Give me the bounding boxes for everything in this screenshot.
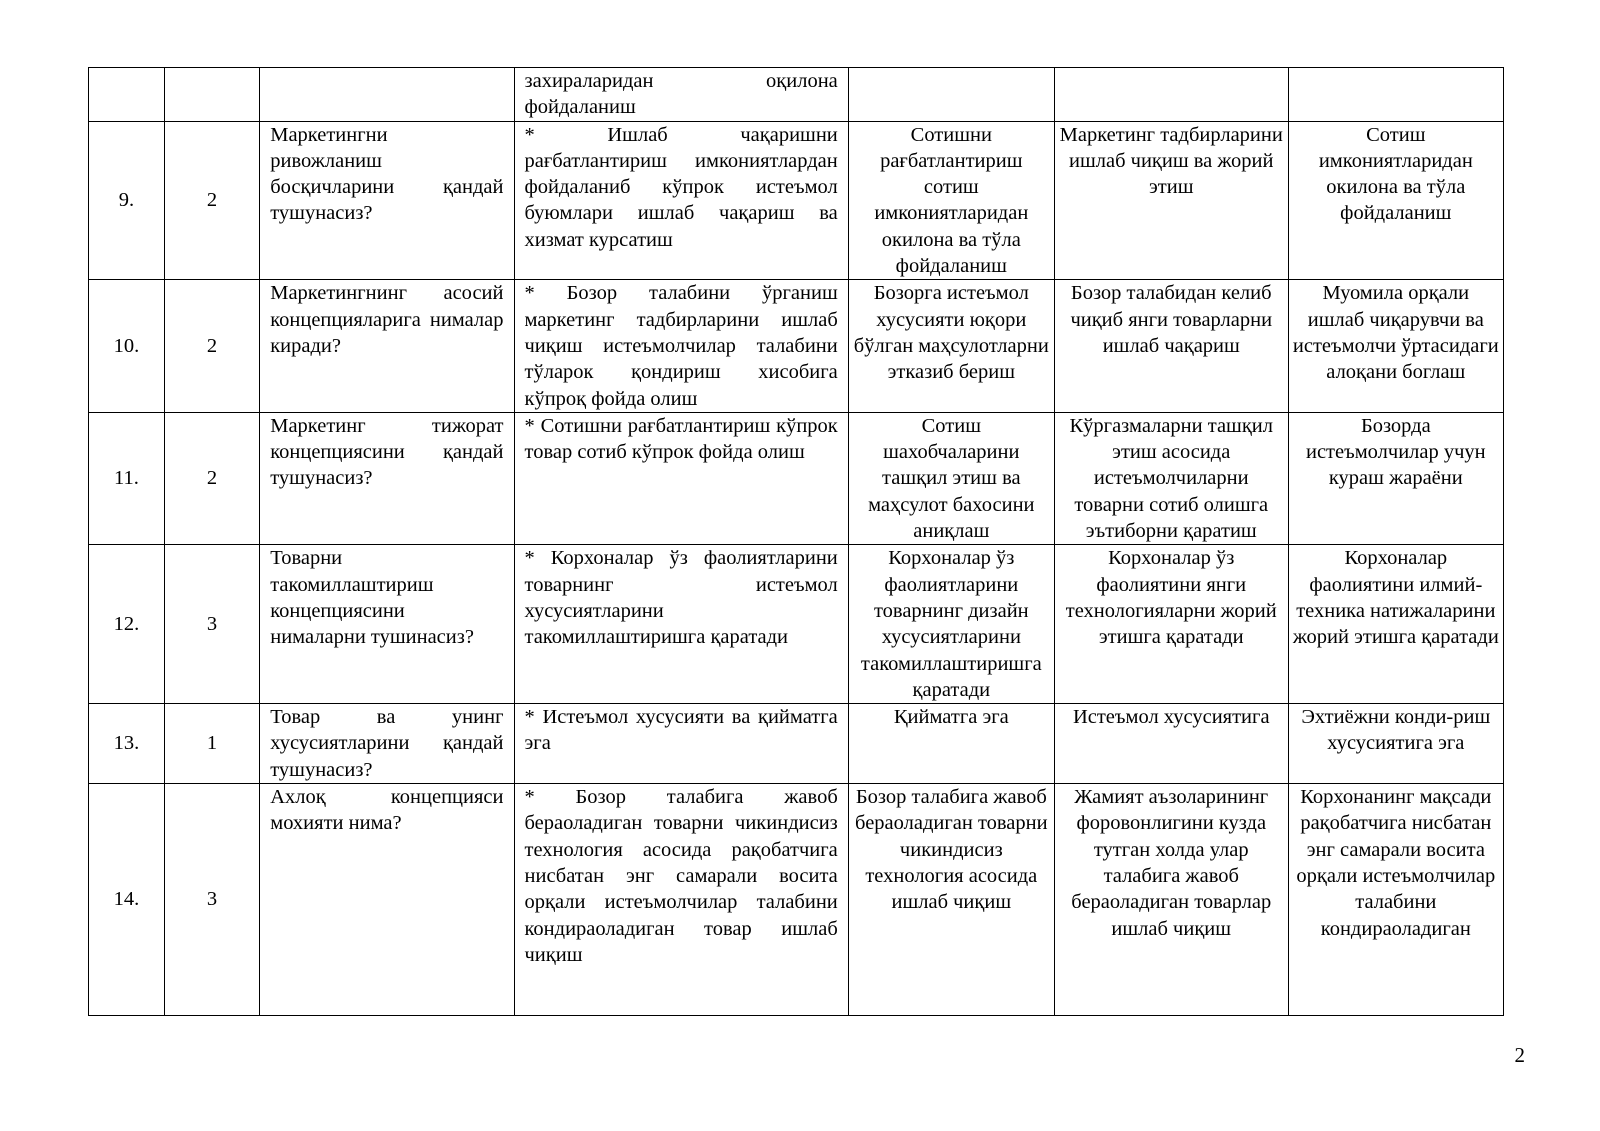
alternative-answer-1: Бозор талабига жавоб бераоладиган товарни чикиндисиз технология асосида ишлаб чиқиш: [848, 784, 1054, 1016]
alternative-answer-2: Маркетинг тадбирларини ишлаб чиқиш ва жорий этиш: [1054, 121, 1288, 280]
question-text: Маркетингни ривожланиш босқичларини қандай тушунасиз?: [260, 121, 514, 280]
alternative-answer-3: Сотиш имкониятларидан окилона ва тўла фойдаланиш: [1288, 121, 1503, 280]
row-number: 9.: [89, 121, 165, 280]
alternative-answer-1: Сотиш шахобчаларини ташқил этиш ва маҳсулот бахосини аниқлаш: [848, 412, 1054, 544]
row-number: 14.: [89, 784, 165, 1016]
score: 2: [164, 412, 259, 544]
score: 2: [164, 280, 259, 412]
page-number: 2: [1514, 1043, 1525, 1067]
alternative-answer-1: Корхоналар ўз фаолиятларини товарнинг дизайн хусусиятларини такомиллаштиришга қаратади: [848, 545, 1054, 704]
table-row: [89, 545, 1504, 704]
alternative-answer-3: Бозорда истеъмолчилар учун кураш жараёни: [1288, 412, 1503, 544]
alternative-answer-3: Муомила орқали ишлаб чиқарувчи ва истеъмолчи ўртасидаги алоқани боглаш: [1288, 280, 1503, 412]
row-number: 13.: [89, 704, 165, 784]
question-text: Маркетинг тижорат концепциясини қандай тушунасиз?: [260, 412, 514, 544]
score: 1: [164, 704, 259, 784]
alternative-answer-2: Бозор талабидан келиб чиқиб янги товарларни ишлаб чақариш: [1054, 280, 1288, 412]
row-number: [89, 68, 165, 122]
correct-answer: * Бозор талабини ўрганиш маркетинг тадбирларини ишлаб чиқиш истеъмолчилар талабини тўларок қондириш хисобига кўпроқ фойда олиш: [514, 280, 848, 412]
correct-answer: * Бозор талабига жавоб бераоладиган товарни чикиндисиз технология асосида рақобатчига нисбатан энг самарали восита орқали истеъмолчилар талабини кондираоладиган товар ишлаб чиқиш: [514, 784, 848, 1016]
score: [164, 68, 259, 122]
question-text: Ахлоқ концепцияси мохияти нима?: [260, 784, 514, 1016]
alternative-answer-2: Кўргазмаларни ташқил этиш асосида истеъмолчиларни товарни сотиб олишга эътиборни қаратиш: [1054, 412, 1288, 544]
correct-answer: * Сотишни рағбатлантириш кўпрок товар сотиб кўпрок фойда олиш: [514, 412, 848, 544]
table-row: [89, 280, 1504, 412]
score: 2: [164, 121, 259, 280]
question-text: Маркетингнинг асосий концепцияларига нималар киради?: [260, 280, 514, 412]
row-number: 11.: [89, 412, 165, 544]
score: 3: [164, 545, 259, 704]
question-text: Товар ва унинг хусусиятларини қандай тушунасиз?: [260, 704, 514, 784]
alternative-answer-1: Бозорга истеъмол хусусияти юқори бўлган маҳсулотларни этказиб бериш: [848, 280, 1054, 412]
alternative-answer-1: Қийматга эга: [848, 704, 1054, 784]
question-text: Товарни такомиллаштириш концепциясини нималарни тушинасиз?: [260, 545, 514, 704]
correct-answer: * Ишлаб чақаришни рағбатлантириш имкониятлардан фойдаланиб кўпрок истеъмол буюмлари ишлаб чақариш ва хизмат курсатиш: [514, 121, 848, 280]
table-row: [89, 121, 1504, 280]
alternative-answer-2: [1054, 68, 1288, 122]
row-number: 12.: [89, 545, 165, 704]
row-number: 10.: [89, 280, 165, 412]
table-row: [89, 704, 1504, 784]
test-questions-table: [88, 67, 1504, 1016]
correct-answer: * Истеъмол хусусияти ва қийматга эга: [514, 704, 848, 784]
table-row: [89, 68, 1504, 122]
score: 3: [164, 784, 259, 1016]
alternative-answer-2: Корхоналар ўз фаолиятини янги технологияларни жорий этишга қаратади: [1054, 545, 1288, 704]
question-text: [260, 68, 514, 122]
alternative-answer-3: Корхоналар фаолиятини илмий-техника натижаларини жорий этишга қаратади: [1288, 545, 1503, 704]
correct-answer: захираларидан оқилона фойдаланиш: [514, 68, 848, 122]
alternative-answer-2: Истеъмол хусусиятига: [1054, 704, 1288, 784]
alternative-answer-3: Эхтиёжни конди-риш хусусиятига эга: [1288, 704, 1503, 784]
table-body: [89, 68, 1504, 1016]
correct-answer: * Корхоналар ўз фаолиятларини товарнинг истеъмол хусусиятларини такомиллаштиришга қаратади: [514, 545, 848, 704]
alternative-answer-3: Корхонанинг мақсади рақобатчига нисбатан энг самарали восита орқали истеъмолчилар талабини кондираоладиган: [1288, 784, 1503, 1016]
table-row: [89, 784, 1504, 1016]
alternative-answer-1: Сотишни рағбатлантириш сотиш имкониятларидан окилона ва тўла фойдаланиш: [848, 121, 1054, 280]
alternative-answer-1: [848, 68, 1054, 122]
alternative-answer-2: Жамият аъзоларининг форовонлигини кузда тутган холда улар талабига жавоб бераоладиган товарлар ишлаб чиқиш: [1054, 784, 1288, 1016]
alternative-answer-3: [1288, 68, 1503, 122]
table-row: [89, 412, 1504, 544]
